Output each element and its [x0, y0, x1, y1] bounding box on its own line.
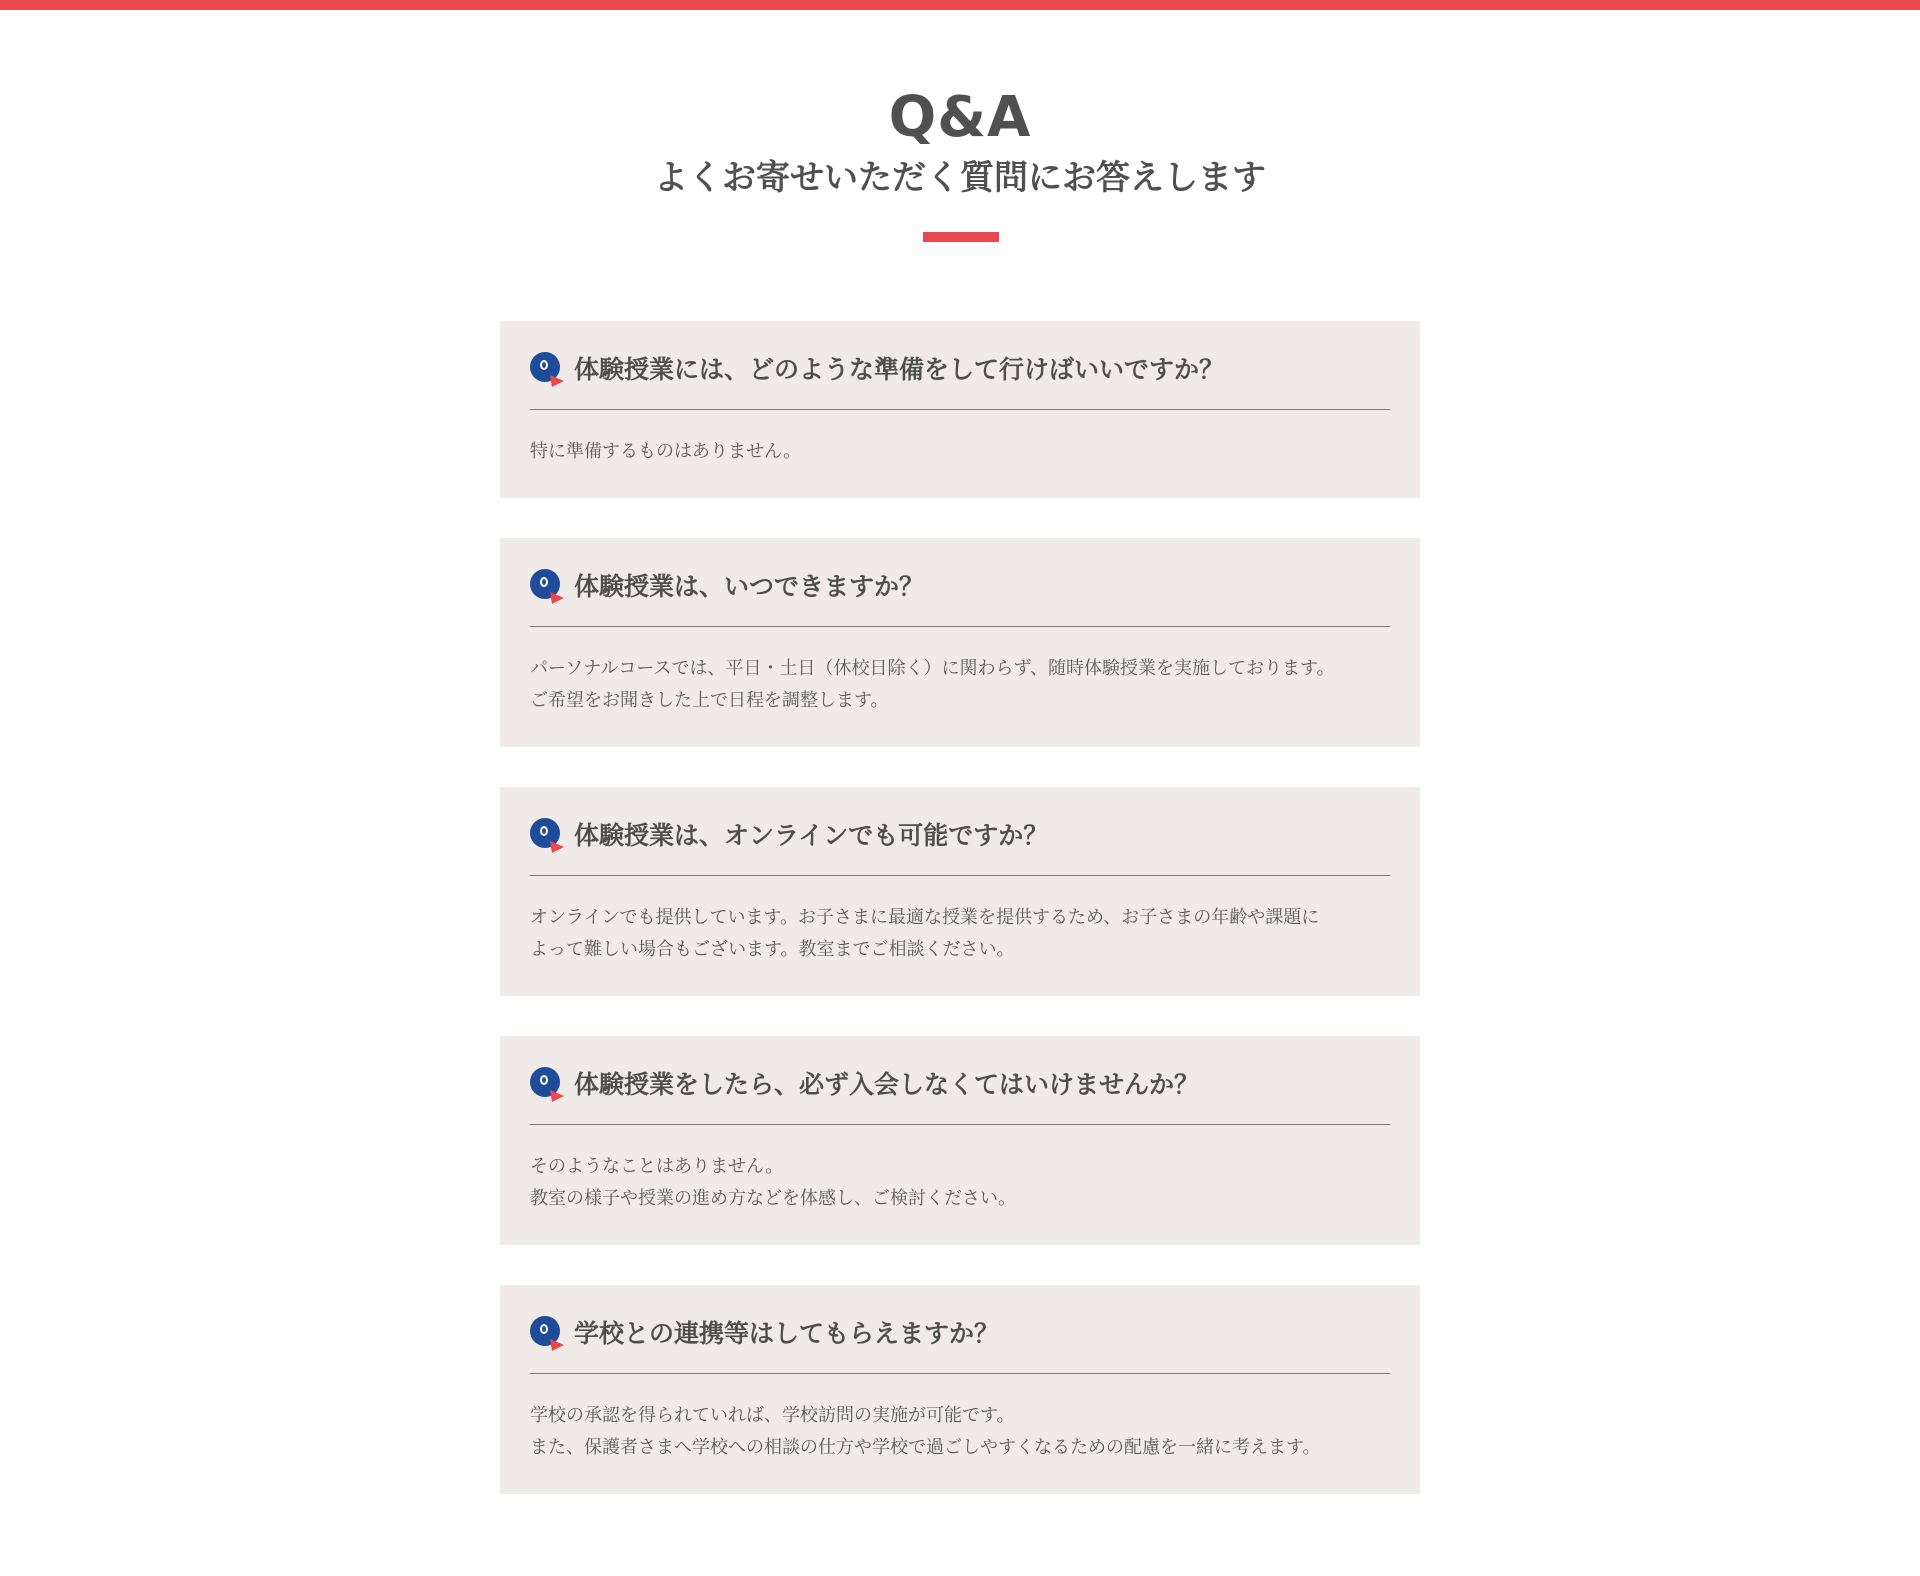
faq-item	[500, 321, 1420, 498]
faq-answer-line: そのようなことはありません。	[530, 1156, 784, 1177]
faq-question-row	[530, 568, 1390, 627]
q-icon	[530, 568, 564, 606]
faq-question: 体験授業は、いつできますか？	[574, 572, 925, 601]
faq-answer-line: ご希望をお聞きした上で日程を調整します。	[530, 690, 889, 711]
faq-answer-line: 学校の承認を得られていれば、学校訪問の実施が可能です。	[530, 1405, 1015, 1426]
faq-answer-line: パーソナルコースでは、平日・土日（休校日除く）に関わらず、随時体験授業を実施しております。	[530, 658, 1335, 679]
faq-item	[500, 538, 1420, 747]
faq-answer-line: 教室の様子や授業の進め方などを体感し、ご検討ください。	[530, 1188, 1016, 1209]
faq-question: 学校との連携等はしてもらえますか？	[574, 1319, 1000, 1348]
faq-answer-line: よって難しい場合もございます。教室までご相談ください。	[530, 939, 1015, 960]
q-icon	[530, 817, 564, 855]
section-header	[0, 84, 1920, 200]
faq-question: 体験授業には、どのような準備をして行けばいいですか？	[574, 355, 1225, 384]
title-underline	[923, 232, 999, 242]
page-subtitle: よくお寄せいただく質問にお答えします	[654, 158, 1266, 198]
faq-item	[500, 787, 1420, 996]
faq-item	[500, 1036, 1420, 1245]
q-icon	[530, 351, 564, 389]
faq-answer	[530, 1125, 1390, 1215]
faq-question-row	[530, 1315, 1390, 1374]
q-icon	[530, 1315, 564, 1353]
q-icon	[530, 1066, 564, 1104]
faq-question-row	[530, 817, 1390, 876]
faq-answer	[530, 410, 1390, 468]
top-accent-bar	[0, 0, 1920, 10]
faq-question: 体験授業は、オンラインでも可能ですか？	[574, 821, 1049, 850]
faq-list	[500, 321, 1420, 1534]
faq-answer	[530, 627, 1390, 717]
faq-answer	[530, 1374, 1390, 1464]
faq-answer-line: また、保護者さまへ学校への相談の仕方や学校で過ごしやすくなるための配慮を一緒に考えます。	[530, 1437, 1321, 1458]
faq-question-row	[530, 1066, 1390, 1125]
faq-question: 体験授業をしたら、必ず入会しなくてはいけませんか？	[574, 1070, 1200, 1099]
page-title: Q&A	[888, 85, 1032, 150]
faq-question-row	[530, 351, 1390, 410]
faq-answer-line: 特に準備するものはありません。	[530, 441, 802, 462]
faq-answer-line: オンラインでも提供しています。お子さまに最適な授業を提供するため、お子さまの年齢や課題に	[530, 907, 1320, 928]
faq-item	[500, 1285, 1420, 1494]
faq-answer	[530, 876, 1390, 966]
